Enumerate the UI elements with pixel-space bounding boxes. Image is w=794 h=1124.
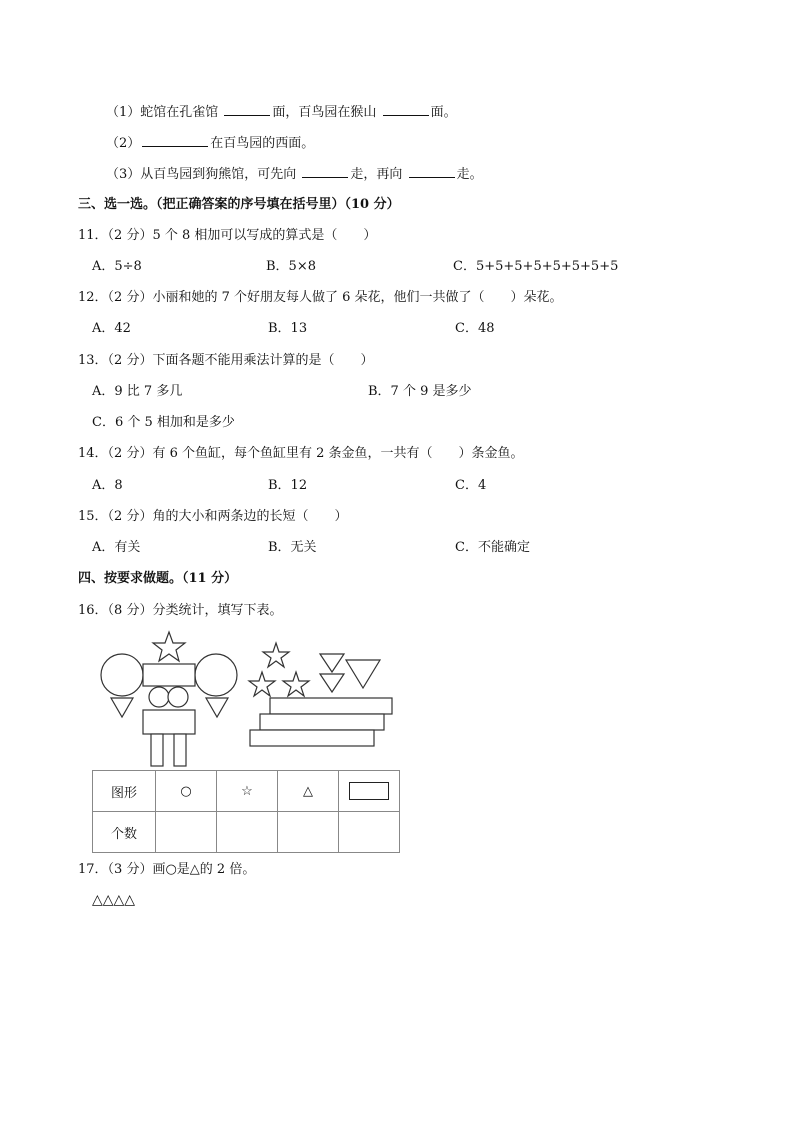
table-header-shape: 图形 (93, 771, 156, 812)
answer-blank[interactable] (302, 165, 348, 178)
rectangle-shape (270, 698, 392, 714)
question-13: 13．（2 分）下面各题不能用乘法计算的是（ ） (78, 353, 374, 368)
fill-item-2 (106, 134, 314, 152)
triangle-shape (206, 698, 228, 717)
star-symbol: ☆ (217, 771, 278, 812)
option-b[interactable]: B．5×8 (266, 259, 316, 274)
option-c[interactable]: C．48 (455, 321, 495, 336)
option-b[interactable]: B．13 (268, 321, 308, 336)
circle-shape (168, 687, 188, 707)
question-14: 14．（2 分）有 6 个鱼缸，每个鱼缸里有 2 条金鱼，一共有（ ）条金鱼。 (78, 446, 524, 461)
count-cell-triangle[interactable] (278, 812, 339, 853)
shapes-figure (92, 626, 392, 766)
circle-symbol: ○ (156, 771, 217, 812)
rectangle-shape (174, 734, 186, 766)
answer-blank[interactable] (224, 103, 270, 116)
item-text: （3）从百鸟园到狗熊馆，可先向 (106, 167, 297, 182)
table-header-count: 个数 (93, 812, 156, 853)
option-b[interactable]: B．7 个 9 是多少 (368, 384, 472, 399)
item-text: 面，百鸟园在猴山 (272, 105, 377, 120)
triangle-shape (346, 660, 380, 688)
item-text: （2） (106, 136, 141, 151)
option-a[interactable]: A．42 (92, 321, 131, 336)
question-12: 12．（2 分）小丽和她的 7 个好朋友每人做了 6 朵花，他们一共做了（ ）朵花。 (78, 290, 563, 305)
count-cell-circle[interactable] (156, 812, 217, 853)
item-text: 走，再向 (350, 167, 403, 182)
fill-item-1 (106, 103, 457, 121)
section-three-title: 三、选一选。（把正确答案的序号填在括号里）（10 分） (78, 197, 400, 212)
triangle-row: △△△△ (92, 892, 136, 908)
question-11: 11．（2 分）5 个 8 相加可以写成的算式是（ ） (78, 228, 377, 243)
star-shape (263, 643, 289, 667)
item-text: 在百鸟园的西面。 (210, 136, 315, 151)
item-text: 面。 (430, 105, 457, 120)
circle-shape (149, 687, 169, 707)
table-row (93, 771, 400, 812)
option-c[interactable]: C．不能确定 (455, 540, 530, 555)
option-c[interactable]: C．6 个 5 相加和是多少 (92, 415, 235, 430)
option-b[interactable]: B．无关 (268, 540, 317, 555)
count-cell-star[interactable] (217, 812, 278, 853)
answer-blank[interactable] (409, 165, 455, 178)
question-16: 16．（8 分）分类统计，填写下表。 (78, 603, 283, 618)
circle-shape (101, 654, 143, 696)
rectangle-shape (151, 734, 163, 766)
option-a[interactable]: A．5÷8 (92, 259, 142, 274)
circle-shape (195, 654, 237, 696)
triangle-shape (320, 674, 344, 692)
rectangle-shape (143, 664, 195, 686)
question-17: 17．（3 分）画○是△的 2 倍。 (78, 862, 256, 877)
option-c[interactable]: C．5+5+5+5+5+5+5+5 (453, 259, 619, 274)
option-a[interactable]: A．9 比 7 多几 (92, 384, 183, 399)
item-text: 走。 (456, 167, 483, 182)
triangle-shape (111, 698, 133, 717)
rectangle-symbol-cell (339, 771, 400, 812)
triangle-shape (320, 654, 344, 672)
statistics-table (92, 770, 400, 853)
rectangle-symbol (349, 782, 389, 800)
table-row (93, 812, 400, 853)
count-cell-rectangle[interactable] (339, 812, 400, 853)
star-shape (249, 672, 275, 696)
answer-blank[interactable] (383, 103, 429, 116)
option-a[interactable]: A．有关 (92, 540, 141, 555)
triangle-symbol: △ (278, 771, 339, 812)
question-15: 15．（2 分）角的大小和两条边的长短（ ） (78, 509, 348, 524)
star-shape (153, 632, 185, 661)
rectangle-shape (260, 714, 384, 730)
answer-blank[interactable] (142, 134, 208, 147)
option-c[interactable]: C．4 (455, 478, 487, 493)
section-four-title: 四、按要求做题。（11 分） (78, 571, 238, 586)
rectangle-shape (143, 710, 195, 734)
option-b[interactable]: B．12 (268, 478, 308, 493)
star-shape (283, 672, 309, 696)
option-a[interactable]: A．8 (92, 478, 123, 493)
rectangle-shape (250, 730, 374, 746)
fill-item-3 (106, 165, 483, 183)
item-text: （1）蛇馆在孔雀馆 (106, 105, 219, 120)
